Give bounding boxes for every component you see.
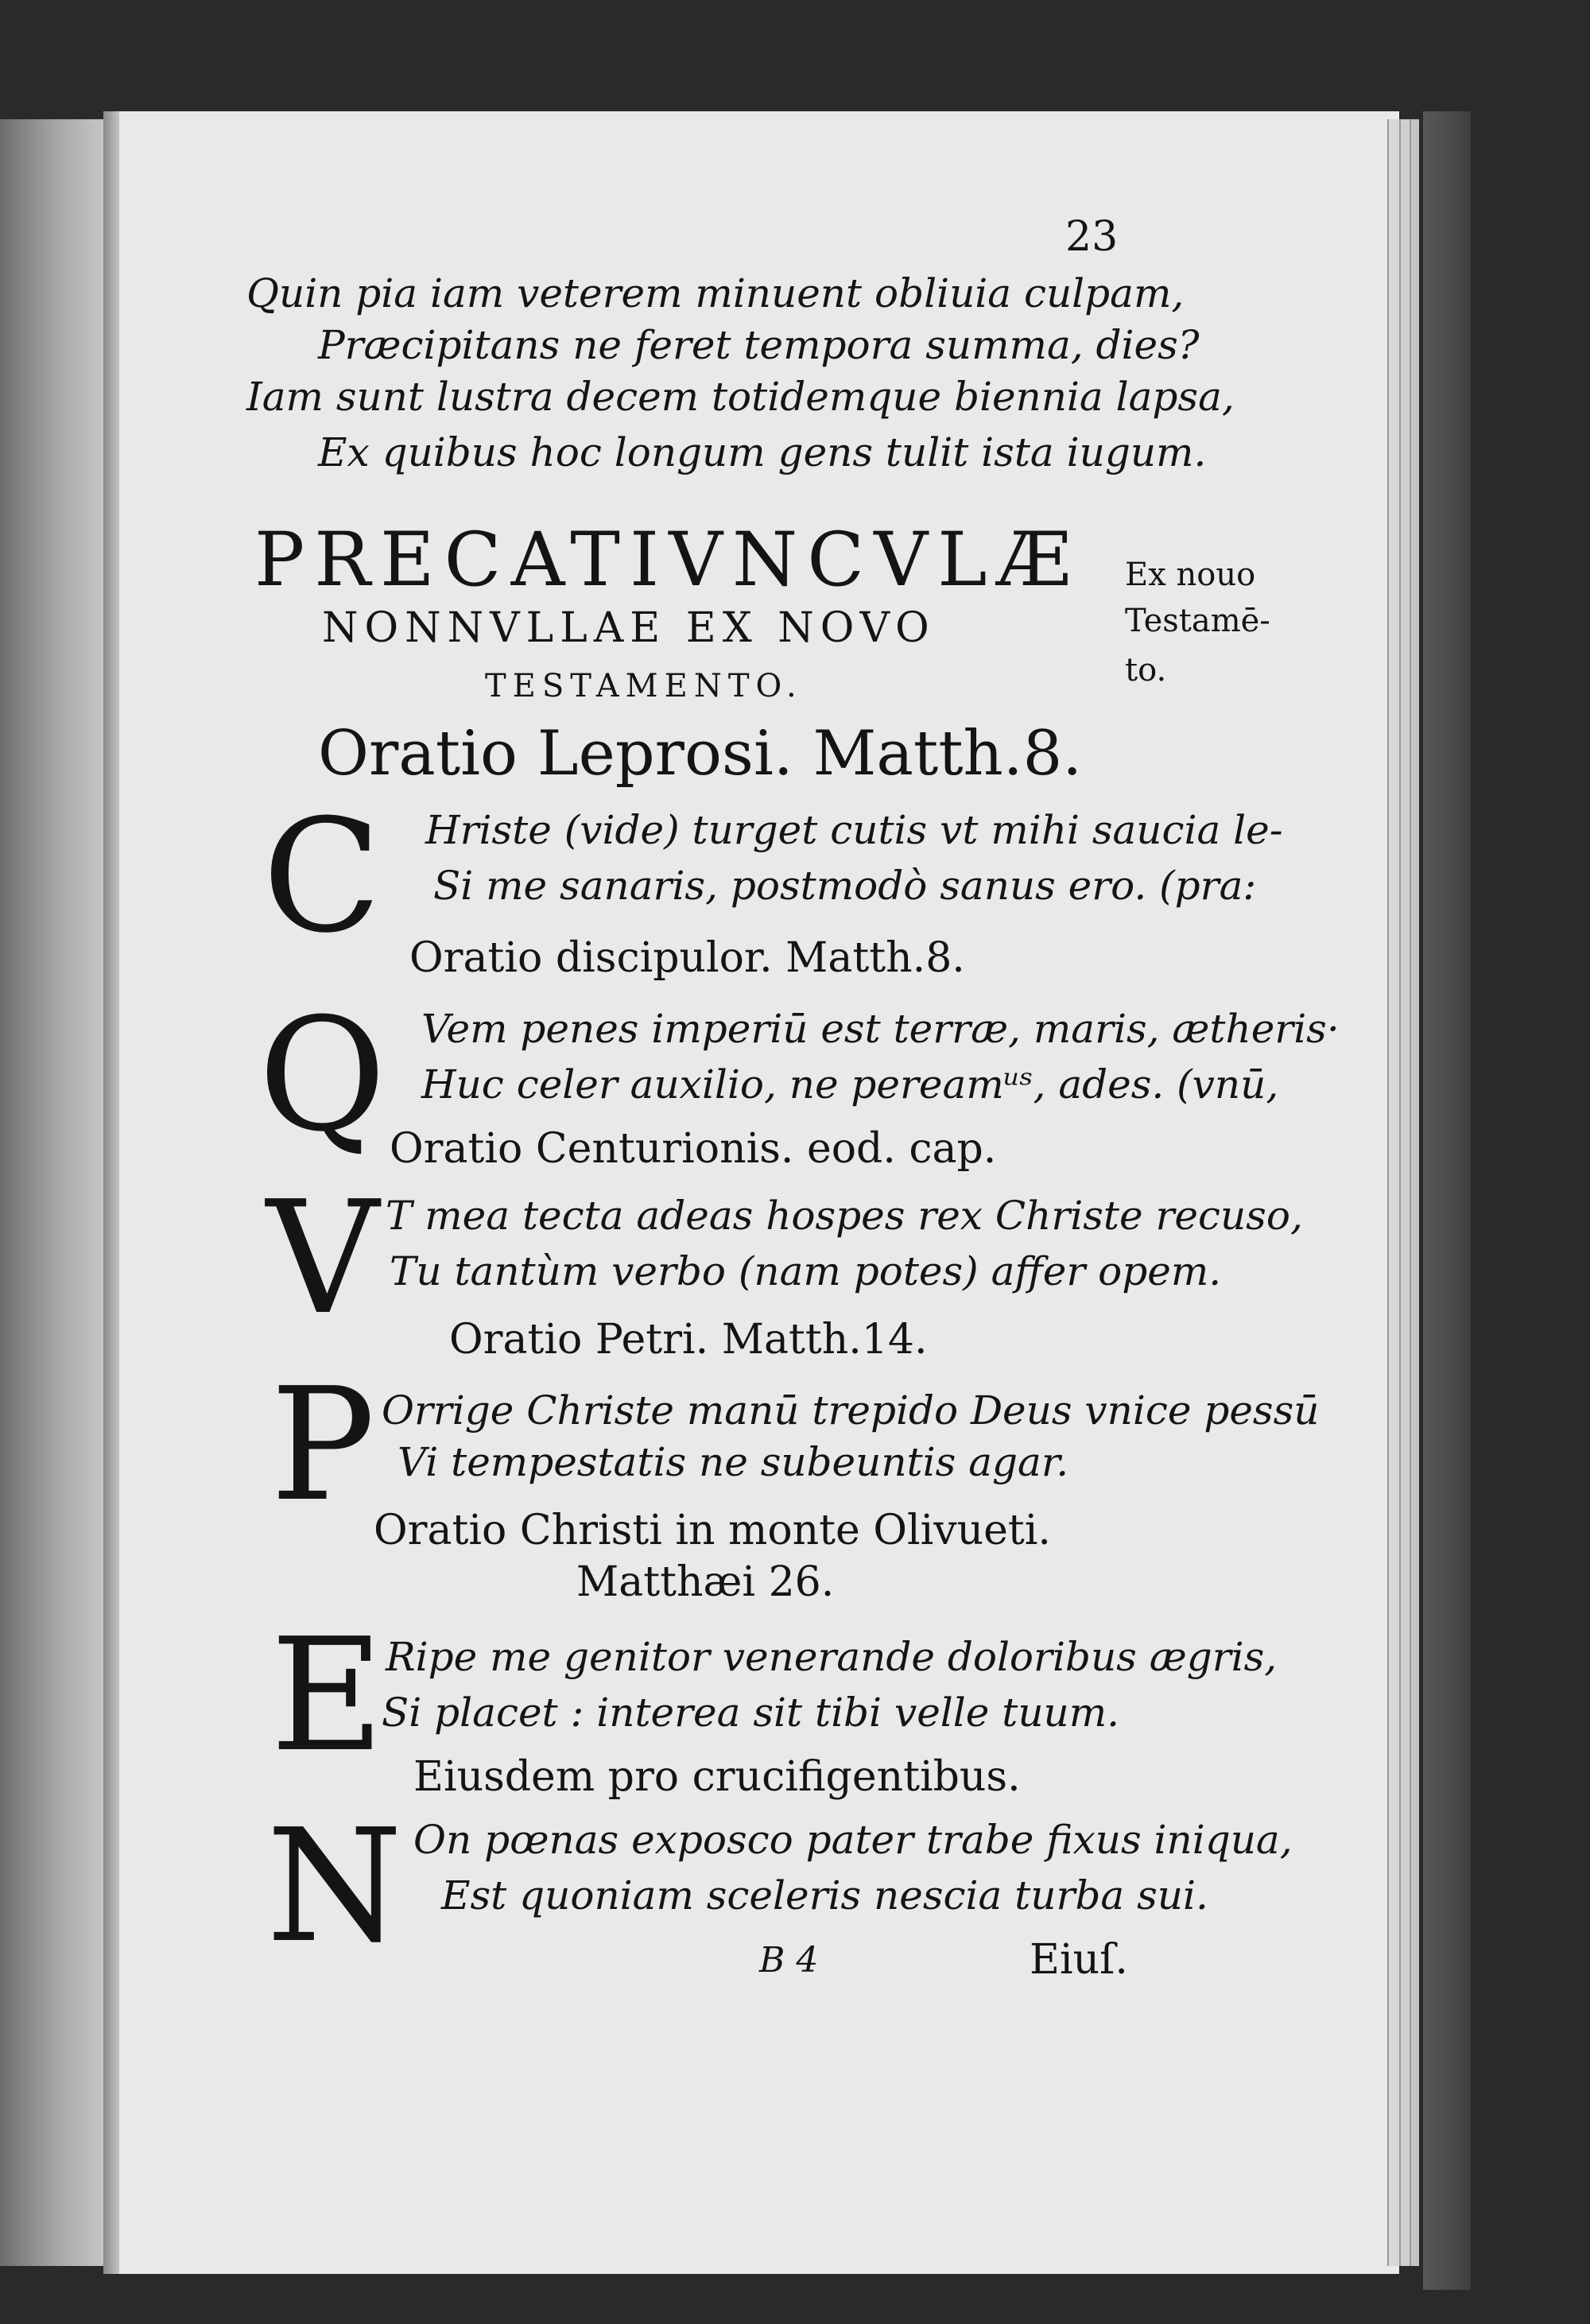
intro-line: Ex quibus hoc longum gens tulit ista iugum. (318, 429, 1207, 475)
section-heading: Oratio Petri. Matth.14. (449, 1316, 928, 1364)
verse-line: Orrige Christe manū trepido Deus vnice pessū (382, 1387, 1320, 1434)
section-heading: Oratio discipulor. Matth.8. (409, 934, 965, 982)
page-title-line3: TESTAMENTO. (485, 668, 803, 704)
verse-line: Si me sanaris, postmodò sanus ero. (pra: (433, 863, 1257, 909)
drop-cap: N (266, 1796, 403, 1977)
verse-line: T mea tecta adeas hospes rex Christe recuso, (386, 1193, 1303, 1239)
verse-line: Tu tantùm verbo (nam potes) affer opem. (390, 1248, 1222, 1294)
verse-line: Huc celer auxilio, ne pereamᵘˢ, ades. (vnū, (421, 1061, 1279, 1108)
facing-page-edge (0, 119, 119, 2266)
drop-cap: E (270, 1605, 385, 1787)
page-stack-edge (1387, 119, 1400, 2266)
catchword: Eiuſ. (1030, 1936, 1128, 1984)
verse-line: On pœnas exposco pater trabe fixus iniqua, (413, 1817, 1293, 1863)
book-cover-edge (1423, 111, 1471, 2290)
section-heading: Eiusdem pro crucifigentibus. (413, 1753, 1021, 1801)
verse-line: Vem penes imperiū est terræ, maris, ætheris· (421, 1006, 1340, 1052)
intro-line: Quin pia iam veterem minuent obliuia culpam, (246, 270, 1185, 316)
margin-note: Ex nouo (1125, 557, 1256, 593)
intro-line: Præcipitans ne feret tempora summa, dies? (318, 322, 1200, 368)
verse-line: Est quoniam sceleris nescia turba sui. (441, 1872, 1208, 1919)
intro-line: Iam sunt lustra decem totidemque biennia lapsa, (246, 374, 1235, 420)
margin-note: to. (1125, 652, 1167, 689)
section-heading: Oratio Leprosi. Matth.8. (318, 718, 1082, 790)
page-number: 23 (1065, 213, 1119, 261)
drop-cap: P (270, 1355, 375, 1536)
margin-note: Testamē- (1125, 603, 1270, 639)
page-stack-edge (1399, 119, 1410, 2266)
page-title: PRECATIVNCVLÆ (254, 517, 1081, 603)
signature-mark: B 4 (759, 1940, 819, 1981)
section-heading: Oratio Christi in monte Olivueti. (374, 1507, 1051, 1554)
verse-line: Ripe me genitor venerande doloribus ægris, (386, 1634, 1278, 1680)
page-stack-edge (1410, 119, 1419, 2266)
verse-line: Si placet : interea sit tibi velle tuum. (382, 1690, 1120, 1736)
drop-cap: V (266, 1168, 379, 1349)
page-title-line2: NONNVLLAE EX NOVO (322, 604, 936, 652)
drop-cap: Q (258, 985, 386, 1166)
verse-line: Vi tempestatis ne subeuntis agar. (398, 1439, 1069, 1485)
section-heading: Oratio Centurionis. eod. cap. (390, 1125, 997, 1173)
section-heading: Matthæi 26. (576, 1558, 835, 1606)
verse-line: Hriste (vide) turget cutis vt mihi saucia le- (425, 807, 1283, 853)
drop-cap: C (262, 786, 382, 968)
